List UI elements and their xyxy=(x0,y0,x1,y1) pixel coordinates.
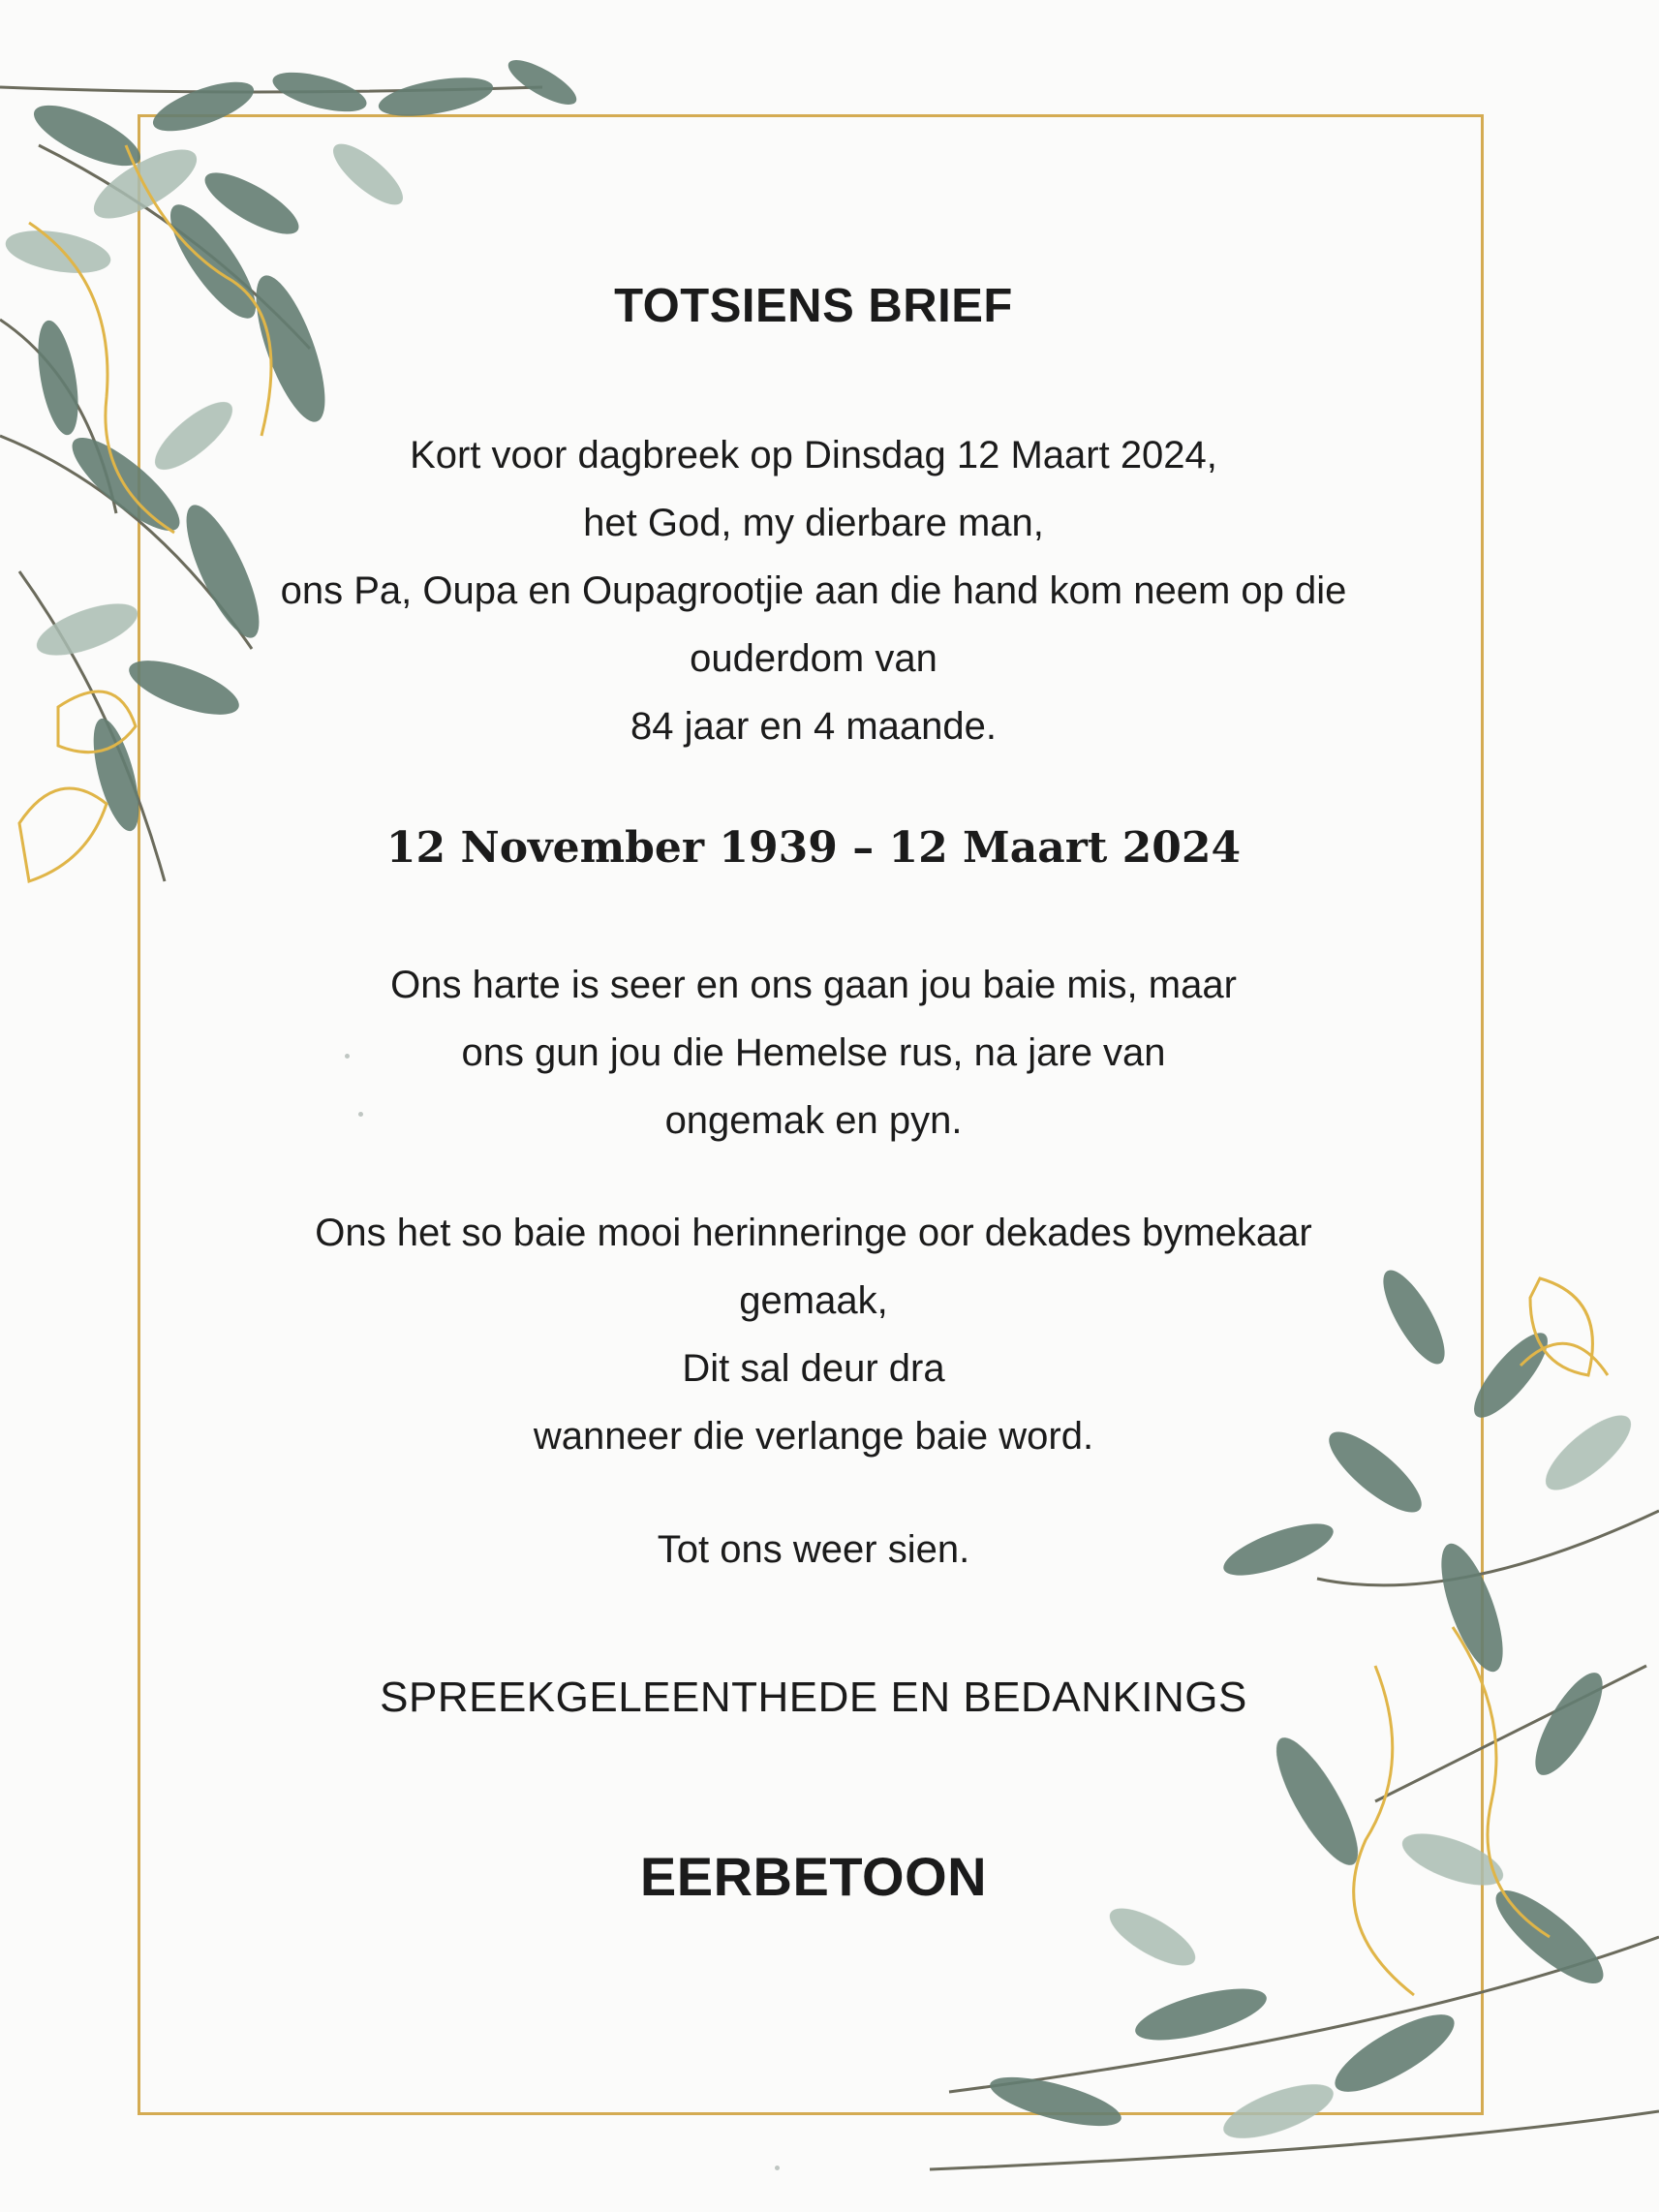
closing-line xyxy=(194,1516,1433,1583)
paragraph-line: ouderdom van xyxy=(690,637,937,680)
paragraph-line: het God, my dierbare man, xyxy=(583,502,1044,544)
document-title: TOTSIENS BRIEF xyxy=(614,280,1013,332)
paragraph-line: wanneer die verlange baie word. xyxy=(533,1415,1094,1458)
section-heading: SPREEKGELEENTHEDE EN BEDANKINGS xyxy=(380,1674,1247,1721)
tribute-heading: EERBETOON xyxy=(639,1846,988,1907)
paragraph-line: Dit sal deur dra xyxy=(682,1347,945,1390)
paragraph-line: gemaak, xyxy=(739,1279,888,1322)
paragraph-three xyxy=(194,1199,1433,1470)
paragraph-line: Ons het so baie mooi herinneringe oor dekades bymekaar xyxy=(315,1212,1312,1254)
paragraph-line: Tot ons weer sien. xyxy=(657,1528,970,1571)
scan-speck xyxy=(775,2166,780,2170)
paragraph-line: Ons harte is seer en ons gaan jou baie mis, maar xyxy=(390,964,1237,1006)
paragraph-line: ons Pa, Oupa en Oupagrootjie aan die hand kom neem op die xyxy=(280,569,1347,612)
paragraph-line: 84 jaar en 4 maande. xyxy=(630,705,998,748)
scan-speck xyxy=(358,1112,363,1117)
scan-speck xyxy=(345,1054,350,1059)
paragraph-line: ons gun jou die Hemelse rus, na jare van xyxy=(461,1031,1166,1074)
life-dates: 12 November 1939 – 12 Maart 2024 xyxy=(385,823,1242,873)
paragraph-line: ongemak en pyn. xyxy=(664,1099,963,1142)
intro-paragraph xyxy=(194,421,1433,760)
paragraph-line: Kort voor dagbreek op Dinsdag 12 Maart 2024, xyxy=(410,434,1217,476)
paragraph-two xyxy=(194,951,1433,1154)
